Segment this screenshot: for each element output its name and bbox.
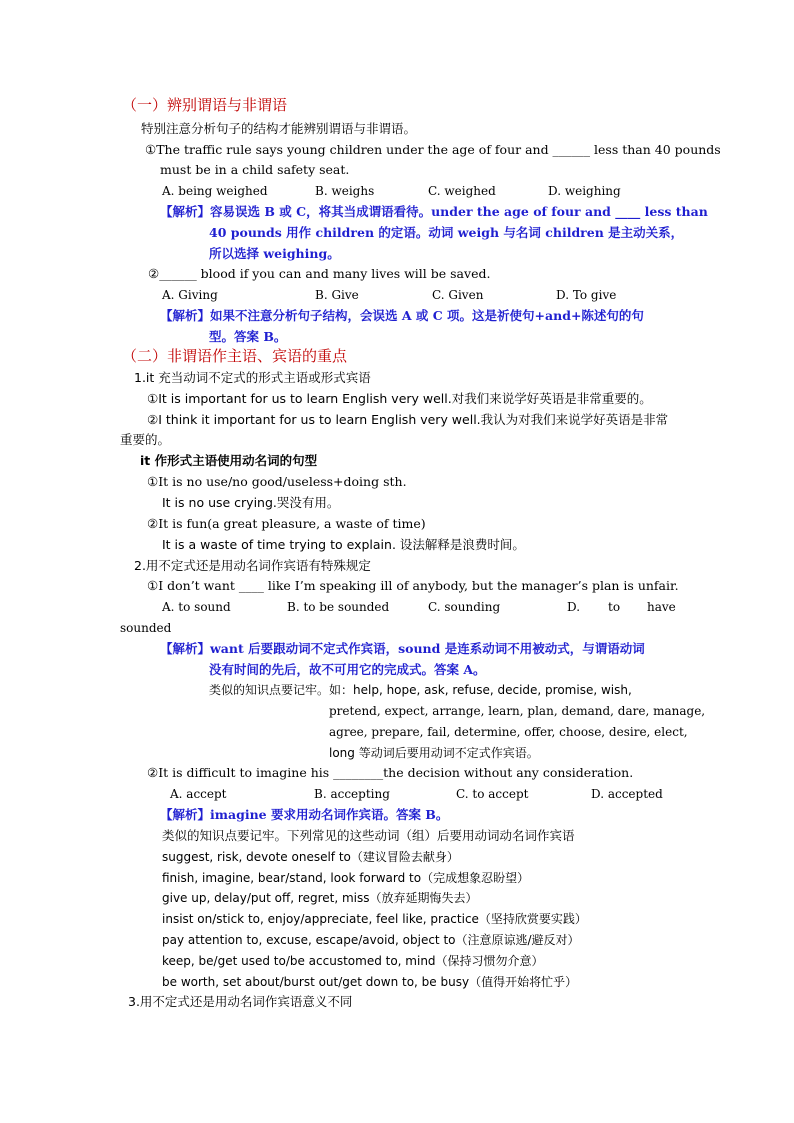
p2q2-option-a: A. accept [170,787,227,801]
p2q2-option-d: D. accepted [591,787,663,801]
q1-option-b: B. weighs [315,184,375,198]
gerund-list-item: suggest, risk, devote oneself to（建议冒险去献身） [162,850,459,864]
q1-option-d: D. weighing [548,184,621,198]
p2q1-option-d-word-2: have [647,600,676,614]
q1-option-c: C. weighed [428,184,496,198]
p2q1-option-d: D. [567,600,581,614]
p2q1-option-d-cont: sounded [120,621,172,635]
point-2-question-1: ①I don’t want ____ like I’m speaking ill of anybody, but the manager’s plan is unfair. [147,578,679,593]
q2-option-b: B. Give [315,288,359,302]
p2-similar-4: long 等动词后要用动词不定式作宾语。 [329,746,539,760]
p2-similar-1: 类似的知识点要记牢。如：help, hope, ask, refuse, decide, promise, wish, [209,683,632,697]
q1-analysis-line-2: 40 pounds 用作 children 的定语。动词 weigh 与名词 children 是主动关系， [209,225,684,240]
it-pattern-2b: It is a waste of time trying to explain. 设法解释是浪费时间。 [162,537,525,552]
gerund-list-item: be worth, set about/burst out/get down to, be busy（值得开始将忙乎） [162,975,578,989]
point-1-example-1: ①It is important for us to learn English very well.对我们来说学好英语是非常重要的。 [147,391,652,406]
p2-similar-2: pretend, expect, arrange, learn, plan, demand, dare, manage, [329,704,706,718]
p2q2-option-c: C. to accept [456,787,529,801]
q1-analysis-line-1: 【解析】容易误选 B 或 C，将其当成谓语看待。under the age of four and ____ less than [160,204,708,219]
p2q1-option-c: C. sounding [428,600,501,614]
gerund-list-item: finish, imagine, bear/stand, look forward to（完成想象忍盼望） [162,871,530,885]
section-intro: 特别注意分析句子的结构才能辨别谓语与非谓语。 [141,121,417,136]
p2q1-analysis-line-1: 【解析】want 后要跟动词不定式作宾语，sound 是连系动词不用被动式，与谓语动词 [160,641,645,656]
point-1-heading: 1.it 充当动词不定式的形式主语或形式宾语 [134,370,371,385]
point-2-heading: 2.用不定式还是用动名词作宾语有特殊规定 [134,558,371,573]
p2q1-option-a: A. to sound [162,600,231,614]
gerund-list-item: insist on/stick to, enjoy/appreciate, feel like, practice（坚持欣赏要实践） [162,912,587,926]
gerund-list-item: give up, delay/put off, regret, miss（放弃延期悔失去） [162,891,478,905]
q2-option-c: C. Given [432,288,484,302]
p2-similar-3: agree, prepare, fail, determine, offer, choose, desire, elect, [329,725,688,739]
point-3-heading: 3.用不定式还是用动名词作宾语意义不同 [128,994,353,1009]
q2-option-a: A. Giving [162,288,218,302]
q2-analysis-line-2: 型。答案 B。 [209,329,287,344]
point-1-example-2a: ②I think it important for us to learn English very well.我认为对我们来说学好英语是非常 [147,412,669,427]
gerund-list-heading: 类似的知识点要记牢。下列常见的这些动词（组）后要用动词动名词作宾语 [162,828,575,843]
point-1-example-2b: 重要的。 [120,432,171,447]
it-pattern-heading: it 作形式主语使用动名词的句型 [140,453,318,468]
p2q2-option-b: B. accepting [314,787,390,801]
q1-option-a: A. being weighed [162,184,268,198]
question-2-line-1: ②______ blood if you can and many lives will be saved. [148,266,491,281]
it-pattern-1a: ①It is no use/no good/useless+doing sth. [147,474,407,489]
question-1-line-1: ①The traffic rule says young children under the age of four and ______ less than 40 pounds [145,142,721,157]
p2q1-option-d-word-1: to [608,600,621,614]
it-pattern-2a: ②It is fun(a great pleasure, a waste of time) [147,516,426,531]
p2q2-analysis: 【解析】imagine 要求用动名词作宾语。答案 B。 [160,807,449,822]
gerund-list-item: pay attention to, excuse, escape/avoid, object to（注意原谅逃/避反对） [162,933,580,947]
question-1-line-2: must be in a child safety seat. [160,162,350,177]
q2-option-d: D. To give [556,288,617,302]
p2q1-option-b: B. to be sounded [287,600,390,614]
section-heading-1: （一）辨别谓语与非谓语 [122,96,288,114]
gerund-list-item: keep, be/get used to/be accustomed to, mind（保持习惯勿介意） [162,954,544,968]
q1-analysis-line-3: 所以选择 weighing。 [209,246,340,261]
it-pattern-1b: It is no use crying.哭没有用。 [162,495,340,510]
q2-analysis-line-1: 【解析】如果不注意分析句子结构，会误选 A 或 C 项。这是祈使句+and+陈述句的句 [160,308,644,323]
section-heading-2: （二）非谓语作主语、宾语的重点 [122,347,348,365]
p2q1-analysis-line-2: 没有时间的先后，故不可用它的完成式。答案 A。 [209,662,486,677]
point-2-question-2: ②It is difficult to imagine his ________the decision without any consideration. [147,765,634,780]
